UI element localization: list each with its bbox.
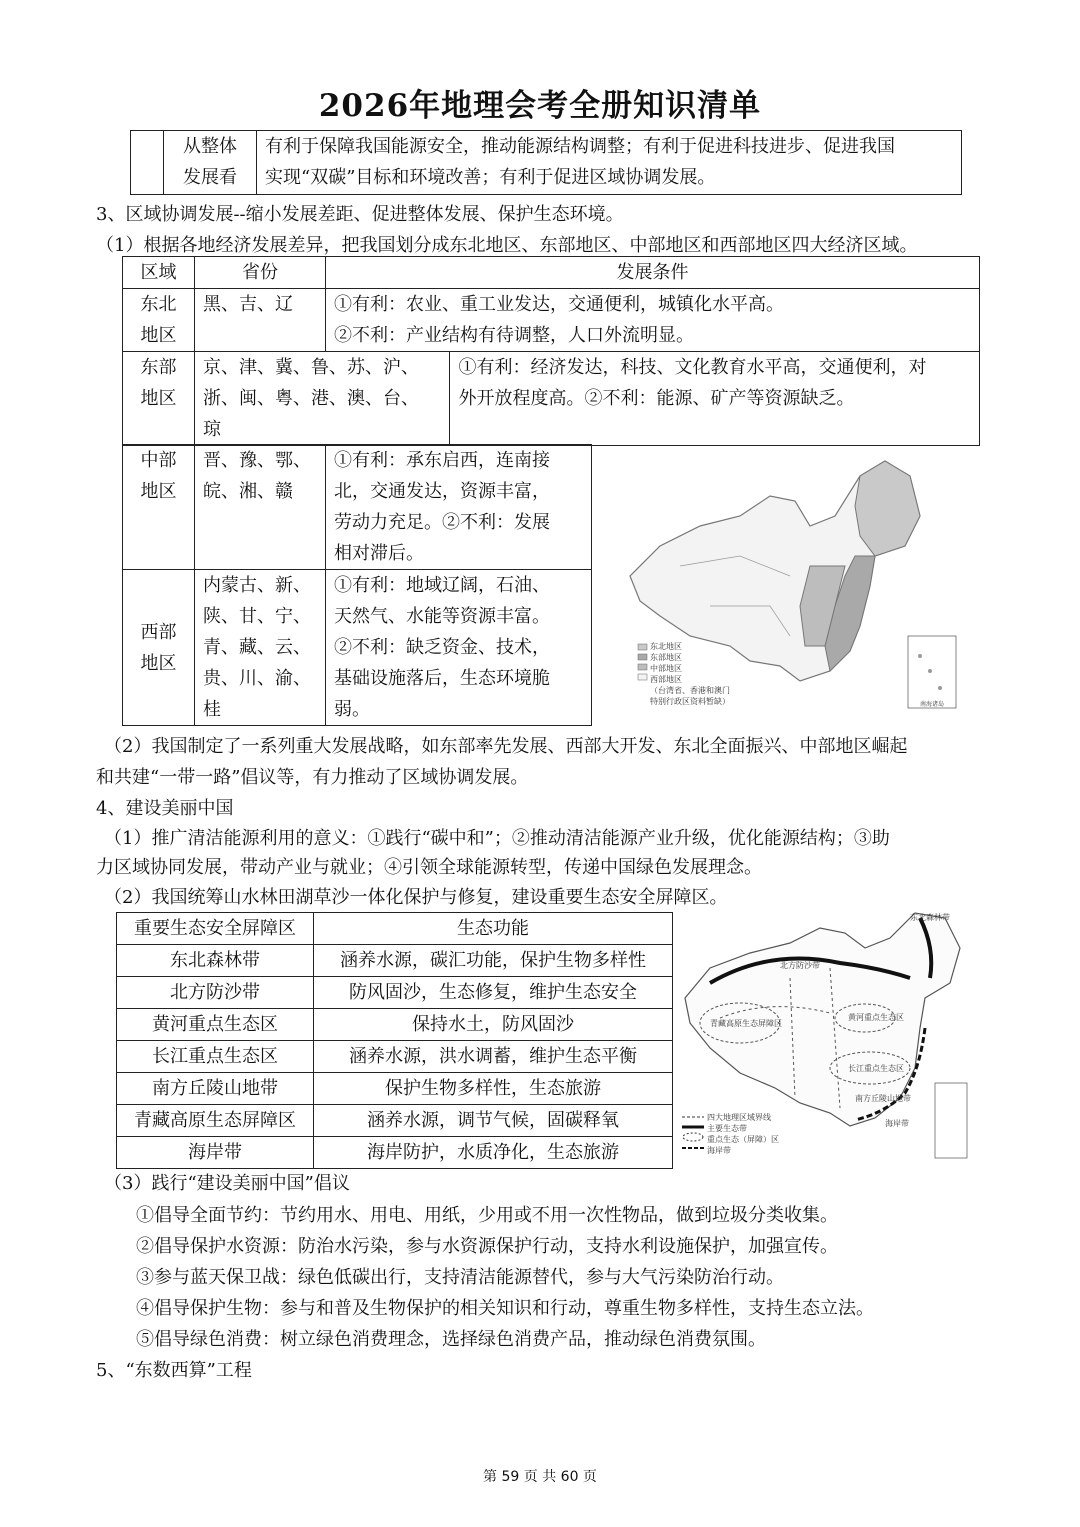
barrier-table (116, 912, 673, 1169)
barrier-cell: 南方丘陵山地带 (117, 1073, 314, 1105)
table-row (117, 1137, 673, 1169)
map2-legend (707, 1112, 779, 1156)
conditions-cell (326, 570, 592, 726)
row-label (164, 131, 257, 195)
map1-corner-label: 南海诸岛 (920, 701, 945, 708)
legend-item: 主要生态带 (707, 1124, 747, 1133)
region-line: 中部 (140, 450, 177, 471)
region-cell (123, 352, 195, 446)
function-cell: 保持水土，防风固沙 (314, 1009, 673, 1041)
condition-line: 劳动力充足。②不利：发展 (334, 512, 550, 533)
legend-item: 特别行政区资料暂缺） (650, 697, 730, 706)
barrier-cell: 长江重点生态区 (117, 1041, 314, 1073)
map-label: 海岸带 (885, 1119, 909, 1128)
section4-heading: 4、建设美丽中国 (96, 798, 234, 819)
initiative-item: ③参与蓝天保卫战：绿色低碳出行，支持清洁能源替代，参与大气污染防治行动。 (136, 1267, 784, 1288)
map-label: 长江重点生态区 (848, 1064, 904, 1073)
map-label: 青藏高原生态屏障区 (710, 1019, 782, 1028)
conditions-cell (326, 445, 592, 570)
row-label-line: 从整体 (183, 136, 237, 157)
condition-line: ①有利：农业、重工业发达，交通便利，城镇化水平高。 (334, 294, 784, 315)
province-line: 青、藏、云、 (203, 637, 311, 658)
barrier-cell: 黄河重点生态区 (117, 1009, 314, 1041)
region-line: 地区 (140, 325, 177, 346)
conditions-cell (450, 352, 980, 446)
legend-item: 东北地区 (650, 642, 682, 651)
region-line: 地区 (140, 388, 177, 409)
condition-line: ②不利：缺乏资金、技术， (334, 637, 550, 658)
province-line: 贵、川、渝、 (203, 668, 311, 689)
condition-line: 弱。 (334, 699, 370, 720)
page-footer: 第 59 页 共 60 页 (483, 1469, 597, 1485)
region-table-lower (122, 444, 592, 726)
top-table (130, 130, 962, 195)
map-label: 东北森林带 (910, 913, 950, 922)
province-line: 皖、湘、赣 (203, 481, 293, 502)
section4-p3: （3）践行“建设美丽中国”倡议 (104, 1173, 350, 1194)
function-cell: 涵养水源，洪水调蓄，维护生态平衡 (314, 1041, 673, 1073)
region-cell (123, 570, 195, 726)
province-line: 黑、吉、辽 (203, 294, 293, 315)
barrier-cell: 青藏高原生态屏障区 (117, 1105, 314, 1137)
table-row (117, 977, 673, 1009)
region-cell (123, 289, 195, 352)
row-content (257, 131, 962, 195)
barrier-cell: 海岸带 (117, 1137, 314, 1169)
function-cell: 防风固沙，生态修复，维护生态安全 (314, 977, 673, 1009)
province-line: 晋、豫、鄂、 (203, 450, 311, 471)
barrier-cell: 东北森林带 (117, 945, 314, 977)
map-label: 南方丘陵山地带 (855, 1094, 911, 1103)
function-cell: 保护生物多样性，生态旅游 (314, 1073, 673, 1105)
function-cell: 涵养水源，碳汇功能，保护生物多样性 (314, 945, 673, 977)
content-line: 实现“双碳”目标和环境改善；有利于促进区域协调发展。 (265, 167, 716, 188)
region-line: 西部 (140, 621, 177, 643)
condition-line: 北，交通发达，资源丰富， (334, 481, 550, 502)
row-label-line: 发展看 (183, 167, 237, 188)
table-row (117, 1073, 673, 1105)
province-line: 浙、闽、粤、港、澳、台、 (203, 388, 419, 409)
section3-p2-line: （2）我国制定了一系列重大发展战略，如东部率先发展、西部大开发、东北全面振兴、中部地区崛起 (104, 736, 908, 757)
economic-regions-map (620, 456, 965, 716)
province-line: 京、津、冀、鲁、苏、沪、 (203, 357, 419, 378)
region-line: 地区 (140, 481, 177, 502)
table-row (123, 570, 592, 726)
conditions-cell (326, 289, 980, 352)
table-row (123, 445, 592, 570)
legend-item: 四大地理区域界线 (707, 1113, 771, 1122)
section3-p1: （1）根据各地经济发展差异，把我国划分成东北地区、东部地区、中部地区和西部地区四大经济区域。 (96, 235, 918, 256)
condition-line: ①有利：地域辽阔，石油、 (334, 575, 550, 596)
initiative-item: ⑤倡导绿色消费：树立绿色消费理念，选择绿色消费产品，推动绿色消费氛围。 (136, 1329, 766, 1350)
table-row (123, 289, 980, 352)
section3-p2-line: 和共建“一带一路”倡议等，有力推动了区域协调发展。 (96, 767, 529, 788)
province-cell (195, 352, 450, 446)
region-line: 地区 (140, 652, 177, 674)
table-row (117, 945, 673, 977)
province-line: 桂 (203, 699, 221, 720)
condition-line: 基础设施落后，生态环境脆 (334, 668, 550, 689)
header-function: 生态功能 (314, 913, 673, 945)
table-row (117, 1009, 673, 1041)
section4-p2: （2）我国统筹山水林田湖草沙一体化保护与修复，建设重要生态安全屏障区。 (104, 887, 728, 908)
province-line: 琼 (203, 419, 221, 440)
content-line: 有利于保障我国能源安全，推动能源结构调整；有利于促进科技进步、促进我国 (265, 136, 895, 157)
function-cell: 涵养水源，调节气候，固碳释氧 (314, 1105, 673, 1137)
table-row (117, 1105, 673, 1137)
empty-cell (131, 131, 164, 195)
initiative-item: ②倡导保护水资源：防治水污染，参与水资源保护行动，支持水利设施保护，加强宣传。 (136, 1236, 838, 1257)
province-line: 陕、甘、宁、 (203, 606, 311, 627)
region-table (122, 256, 980, 446)
map-label: 北方防沙带 (780, 961, 820, 970)
condition-line: ①有利：经济发达，科技、文化教育水平高，交通便利，对 (458, 357, 927, 378)
header-province: 省份 (195, 257, 326, 289)
section4-p1-line: （1）推广清洁能源利用的意义：①践行“碳中和”；②推动清洁能源产业升级，优化能源结构；③助 (104, 828, 890, 849)
legend-item: 西部地区 (650, 675, 682, 684)
page-title: 2026年地理会考全册知识清单 (318, 88, 762, 124)
condition-line: 天然气、水能等资源丰富。 (334, 606, 550, 627)
initiative-item: ①倡导全面节约：节约用水、用电、用纸，少用或不用一次性物品，做到垃圾分类收集。 (136, 1205, 838, 1226)
section4-p1-line: 力区域协同发展，带动产业与就业；④引领全球能源转型，传递中国绿色发展理念。 (96, 857, 762, 878)
header-conditions: 发展条件 (326, 257, 980, 289)
legend-item: 重点生态（屏障）区 (707, 1135, 779, 1144)
initiative-item: ④倡导保护生物：参与和普及生物保护的相关知识和行动，尊重生物多样性，支持生态立法。 (136, 1298, 874, 1319)
legend-item: （台湾省、香港和澳门 (650, 686, 730, 695)
province-cell (195, 289, 326, 352)
condition-line: 外开放程度高。②不利：能源、矿产等资源缺乏。 (458, 388, 855, 409)
condition-line: ②不利：产业结构有待调整，人口外流明显。 (334, 325, 694, 346)
ecological-barrier-map (680, 908, 970, 1163)
section5-heading: 5、“东数西算”工程 (96, 1360, 252, 1381)
section3-heading: 3、区域协调发展--缩小发展差距、促进整体发展、保护生态环境。 (96, 204, 624, 225)
condition-line: 相对滞后。 (334, 543, 424, 564)
function-cell: 海岸防护，水质净化，生态旅游 (314, 1137, 673, 1169)
province-cell (195, 445, 326, 570)
table-row (123, 352, 980, 446)
header-barrier: 重要生态安全屏障区 (117, 913, 314, 945)
province-cell (195, 570, 326, 726)
map1-legend (650, 641, 730, 707)
province-line: 内蒙古、新、 (203, 575, 311, 596)
barrier-cell: 北方防沙带 (117, 977, 314, 1009)
legend-item: 中部地区 (650, 664, 682, 673)
condition-line: ①有利：承东启西，连南接 (334, 450, 550, 471)
legend-item: 海岸带 (707, 1146, 731, 1155)
legend-item: 东部地区 (650, 653, 682, 662)
header-region: 区域 (123, 257, 195, 289)
table-row (117, 1041, 673, 1073)
region-line: 东北 (140, 294, 177, 315)
map-label: 黄河重点生态区 (848, 1013, 904, 1022)
region-line: 东部 (140, 357, 177, 378)
region-cell (123, 445, 195, 570)
